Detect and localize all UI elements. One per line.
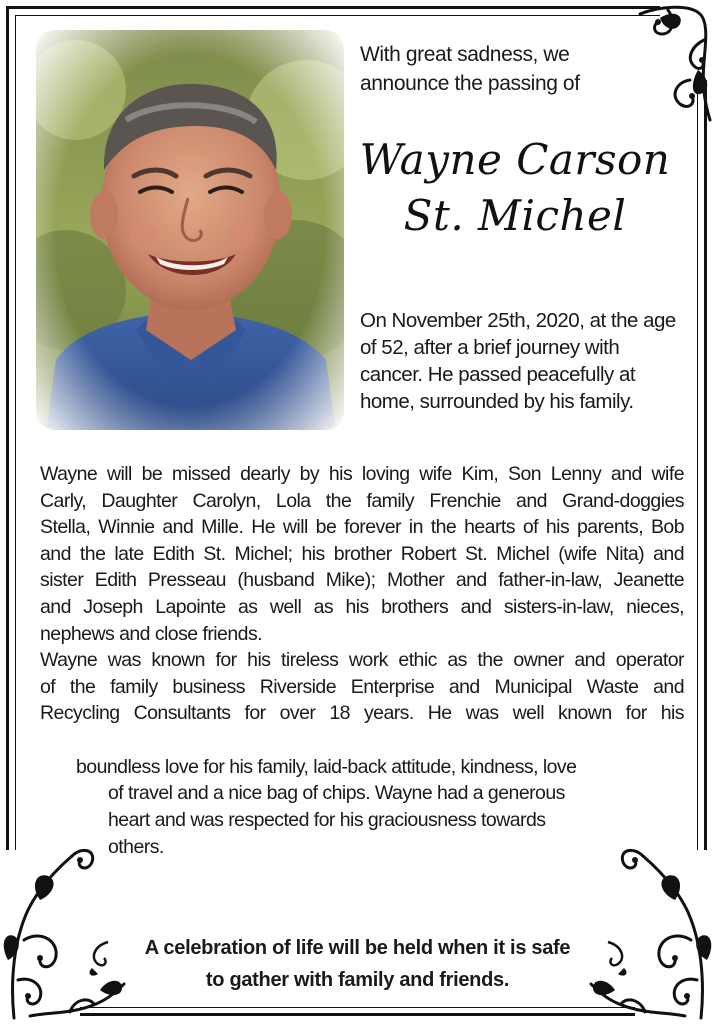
bio-line: of the family business Riverside Enterprise and Municipal Waste and [40,675,684,698]
portrait-photo [36,30,344,430]
intro-text [360,40,680,98]
bio-line-text: boundless love for his family, laid-back attitude, kindness, love [76,756,577,778]
bio-line: Wayne was known for his tireless work ethic as the owner and operator [40,649,684,672]
bio-line [108,807,545,834]
intro-line: With great sadness, we [360,43,570,66]
bio-line: and the late Edith St. Michel; his brother Robert St. Michel (wife Nita) and [40,542,684,565]
closing-line: to gather with family and friends. [205,969,510,991]
bio-line [108,834,164,861]
bio-line-text: heart and was respected for his graciousness towards [108,809,546,831]
passing-line: On November 25th, 2020, at the age [360,309,676,332]
passing-line: cancer. He passed peacefully at [360,363,636,386]
bio-line: Stella, Winnie and Mille. He will be forever in the hearts of his parents, Bob [40,516,684,539]
bio-line [76,754,648,781]
passing-line: of 52, after a brief journey with [360,336,620,359]
name-line-1: Wayne Carson [359,135,671,184]
bio-line: Carly, Daughter Carolyn, Lola the family Frenchie and Grand-doggies [40,489,684,512]
passing-line: home, surrounded by his family. [360,390,634,413]
name-line-2: St. Michel [403,191,627,240]
bio-line: nephews and close friends. [40,622,263,645]
biography [40,461,684,727]
passing-details [360,307,688,415]
celebration-notice [100,932,615,996]
bio-line: Wayne will be missed dearly by his loving wife Kim, Son Lenny and wife [40,463,684,485]
bio-line: Recycling Consultants for over 18 years. He was well known for his [40,702,684,725]
bio-line: and Joseph Lapointe as well as his brothers and sisters-in-law, nieces, [40,595,684,618]
bio-line [108,780,565,807]
bio-line-text: of travel and a nice bag of chips. Wayne had a generous [108,782,565,804]
bio-line: sister Edith Presseau (husband Mike); Mother and father-in-law, Jeanette [40,569,684,592]
bio-line-text: others. [108,836,164,858]
deceased-name [345,132,685,244]
closing-line: A celebration of life will be held when it is safe [144,937,571,959]
intro-line: announce the passing of [360,72,580,95]
